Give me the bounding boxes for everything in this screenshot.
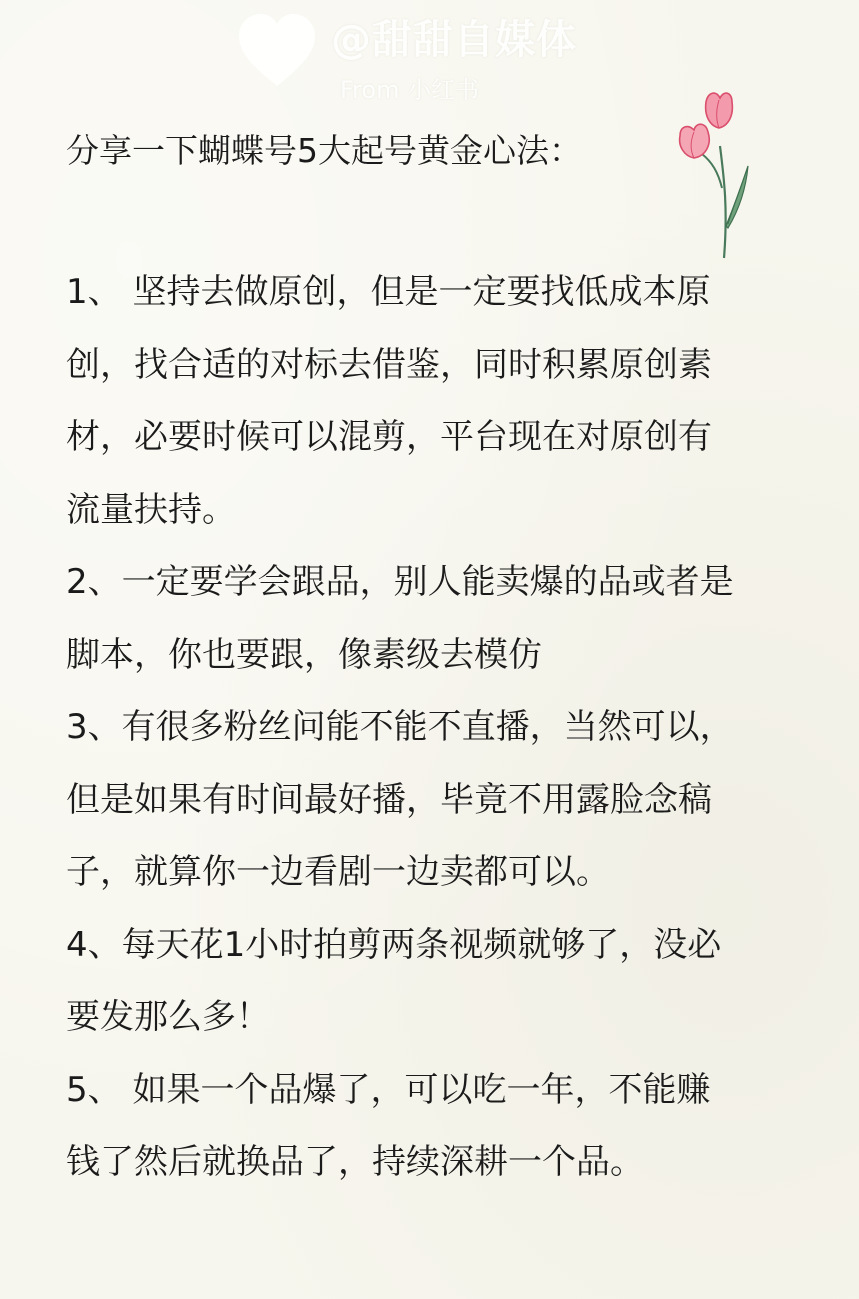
body-line: 钱了然后就换品了，持续深耕一个品。	[66, 1142, 644, 1182]
body-line: 1、 坚持去做原创，但是一定要找低成本原	[66, 272, 711, 312]
body-line: 5、 如果一个品爆了，可以吃一年，不能赚	[66, 1069, 711, 1110]
body-line: 材，必要时候可以混剪，平台现在对原创有	[66, 417, 712, 457]
body-line: 要发那么多！	[66, 997, 270, 1037]
body-line: 流量扶持。	[66, 489, 236, 530]
body-line: 2、一定要学会跟品，别人能卖爆的品或者是	[66, 562, 734, 602]
body-line: 脚本，你也要跟，像素级去模仿	[66, 634, 542, 675]
note-title: 分享一下蝴蝶号5大起号黄金心法：	[66, 131, 582, 170]
watermark-handle: @甜甜自媒体	[331, 17, 577, 63]
watermark	[235, 4, 615, 104]
note-body	[66, 256, 811, 1199]
body-line: 创，找合适的对标去借鉴，同时积累原创素	[66, 344, 712, 385]
body-line: 3、有很多粉丝问能不能不直播，当然可以，	[66, 707, 734, 747]
body-line: 4、每天花1小时拍剪两条视频就够了，没必	[66, 924, 722, 965]
tulip-illustration	[672, 88, 762, 260]
heart-icon	[235, 10, 319, 94]
body-line: 但是如果有时间最好播，毕竟不用露脸念稿	[66, 779, 712, 820]
body-line: 子，就算你一边看剧一边卖都可以。	[66, 852, 610, 892]
watermark-source: From 小红书	[340, 76, 480, 104]
